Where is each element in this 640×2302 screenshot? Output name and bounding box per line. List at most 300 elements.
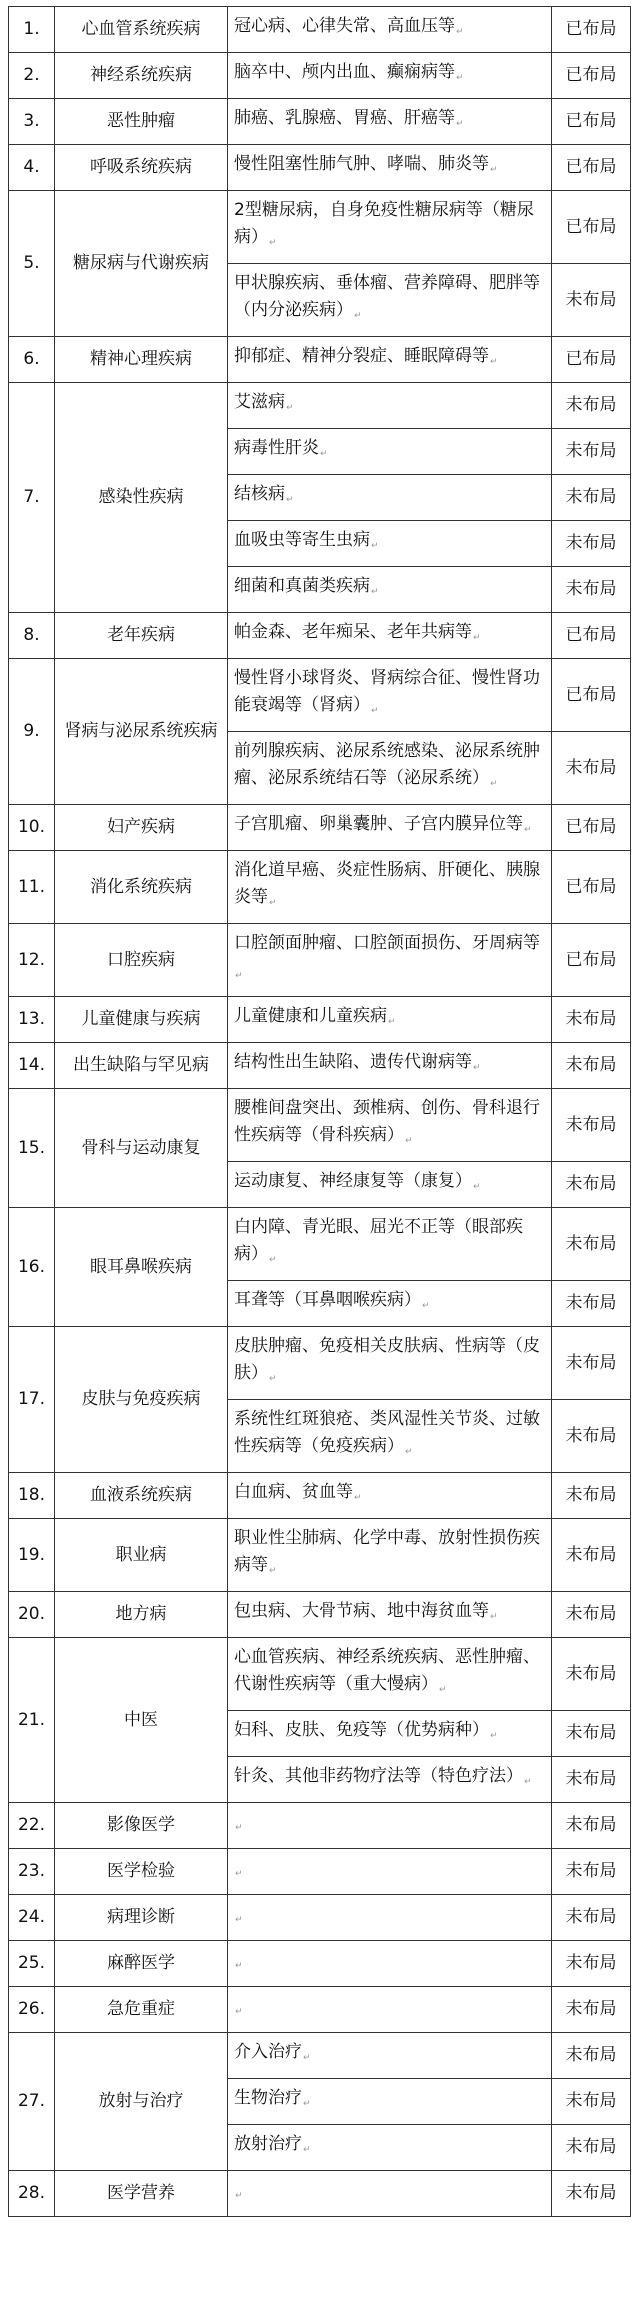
category-cell — [55, 337, 228, 383]
status-label: 未布局 — [565, 1544, 617, 1565]
detail-cell — [228, 732, 552, 805]
status-cell — [552, 732, 631, 805]
row-number-cell — [9, 1043, 55, 1089]
row-number-cell — [9, 1987, 55, 2033]
category-label: 影像医学 — [107, 1815, 175, 1835]
status-cell — [552, 7, 631, 53]
status-label: 未布局 — [565, 757, 617, 778]
row-number-cell — [9, 1208, 55, 1327]
paragraph-mark-icon: ↵ — [235, 2191, 243, 2201]
number-dot: . — [34, 111, 40, 131]
status-cell — [552, 264, 631, 337]
row-number: 27 — [17, 2091, 40, 2111]
status-label: 已布局 — [565, 684, 617, 705]
detail-text: 生物治疗 — [234, 2088, 302, 2108]
status-label: 未布局 — [565, 1055, 617, 1075]
number-dot: . — [39, 2183, 46, 2203]
status-cell — [552, 1638, 631, 1711]
paragraph-mark-icon: ↵ — [524, 1777, 532, 1787]
table-row — [9, 997, 631, 1043]
status-cell — [552, 1327, 631, 1400]
paragraph-mark-icon: ↵ — [235, 971, 243, 981]
row-number: 26 — [17, 1999, 40, 2019]
detail-cell — [228, 1803, 552, 1849]
row-number-cell — [9, 1519, 55, 1592]
status-label: 已布局 — [565, 19, 617, 39]
category-cell — [55, 1987, 228, 2033]
status-cell — [552, 1757, 631, 1803]
detail-text: 心血管疾病、神经系统疾病、恶性肿瘤、代谢性疾病等（重大慢病） — [234, 1647, 540, 1694]
status-label: 未布局 — [565, 1425, 617, 1446]
detail-cell — [228, 521, 552, 567]
paragraph-mark-icon: ↵ — [473, 633, 481, 643]
row-number: 7 — [23, 487, 35, 507]
paragraph-mark-icon: ↵ — [235, 2007, 243, 2017]
category-cell — [55, 1089, 228, 1208]
table-row — [9, 851, 631, 924]
detail-text: 前列腺疾病、泌尿系统感染、泌尿系统肿瘤、泌尿系统结石等（泌尿系统） — [234, 741, 540, 788]
detail-text: 慢性肾小球肾炎、肾病综合征、慢性肾功能衰竭等（肾病） — [234, 668, 540, 715]
category-label: 放射与治疗 — [98, 2091, 184, 2111]
row-number-cell — [9, 1803, 55, 1849]
table-row — [9, 659, 631, 732]
row-number-cell — [9, 1941, 55, 1987]
status-label: 未布局 — [565, 1907, 617, 1927]
row-number-cell — [9, 659, 55, 805]
paragraph-mark-icon: ↵ — [269, 238, 277, 248]
detail-cell — [228, 383, 552, 429]
detail-text: 针灸、其他非药物疗法等（特色疗法） — [234, 1766, 523, 1786]
status-label: 未布局 — [565, 395, 617, 415]
table-row — [9, 1592, 631, 1638]
detail-cell — [228, 1711, 552, 1757]
category-cell — [55, 924, 228, 997]
paragraph-mark-icon: ↵ — [303, 2099, 311, 2109]
category-label: 口腔疾病 — [107, 949, 175, 970]
number-dot: . — [39, 817, 46, 837]
category-label: 中医 — [124, 1709, 158, 1730]
status-cell — [552, 924, 631, 997]
detail-cell — [228, 567, 552, 613]
category-label: 医学检验 — [107, 1861, 175, 1881]
detail-cell — [228, 1849, 552, 1895]
number-dot: . — [39, 1055, 46, 1075]
detail-text: 抑郁症、精神分裂症、睡眠障碍等 — [234, 346, 489, 366]
status-cell — [552, 1208, 631, 1281]
number-dot: . — [34, 157, 40, 177]
detail-text: 耳聋等（耳鼻咽喉疾病） — [234, 1290, 421, 1310]
number-dot: . — [39, 1953, 46, 1973]
status-cell — [552, 2033, 631, 2079]
paragraph-mark-icon: ↵ — [303, 2053, 311, 2063]
row-number-cell — [9, 1592, 55, 1638]
paragraph-mark-icon: ↵ — [473, 1063, 481, 1073]
row-number: 8 — [23, 625, 35, 645]
detail-cell — [228, 1519, 552, 1592]
status-cell — [552, 997, 631, 1043]
number-dot: . — [39, 2091, 46, 2111]
category-label: 急危重症 — [107, 1999, 175, 2019]
category-cell — [55, 1519, 228, 1592]
category-cell — [55, 613, 228, 659]
detail-cell — [228, 1895, 552, 1941]
category-label: 血液系统疾病 — [90, 1485, 192, 1505]
status-cell — [552, 567, 631, 613]
status-label: 未布局 — [565, 1999, 617, 2019]
row-number-cell — [9, 613, 55, 659]
table-row — [9, 613, 631, 659]
detail-cell — [228, 1941, 552, 1987]
category-cell — [55, 383, 228, 613]
status-cell — [552, 53, 631, 99]
detail-text: 慢性阻塞性肺气肿、哮喘、肺炎等 — [234, 154, 489, 174]
table-row — [9, 1208, 631, 1281]
table-row — [9, 1638, 631, 1711]
paragraph-mark-icon: ↵ — [371, 587, 379, 597]
detail-text: 消化道早癌、炎症性肠病、肝硬化、胰腺炎等 — [234, 860, 540, 907]
row-number: 4 — [23, 157, 35, 177]
status-cell — [552, 475, 631, 521]
row-number-cell — [9, 1089, 55, 1208]
category-label: 老年疾病 — [107, 625, 175, 645]
number-dot: . — [34, 349, 40, 369]
paragraph-mark-icon: ↵ — [269, 1255, 277, 1265]
row-number: 1 — [23, 19, 35, 39]
status-label: 未布局 — [565, 2091, 617, 2111]
row-number-cell — [9, 1849, 55, 1895]
table-row — [9, 383, 631, 429]
row-number: 19 — [17, 1544, 40, 1565]
paragraph-mark-icon: ↵ — [524, 825, 532, 835]
category-cell — [55, 1638, 228, 1803]
category-label: 医学营养 — [107, 2183, 175, 2203]
detail-cell — [228, 2079, 552, 2125]
row-number-cell — [9, 383, 55, 613]
status-cell — [552, 1043, 631, 1089]
row-number-cell — [9, 1327, 55, 1473]
number-dot: . — [39, 1544, 46, 1565]
status-label: 未布局 — [565, 1815, 617, 1835]
status-cell — [552, 1400, 631, 1473]
row-number: 15 — [17, 1137, 40, 1158]
detail-cell — [228, 613, 552, 659]
detail-text: 脑卒中、颅内出血、癫痫病等 — [234, 62, 455, 82]
status-cell — [552, 1089, 631, 1162]
paragraph-mark-icon: ↵ — [490, 357, 498, 367]
row-number-cell — [9, 924, 55, 997]
category-label: 儿童健康与疾病 — [81, 1009, 201, 1029]
status-label: 未布局 — [565, 1953, 617, 1973]
detail-cell — [228, 1987, 552, 2033]
paragraph-mark-icon: ↵ — [235, 1823, 243, 1833]
row-number: 10 — [17, 817, 40, 837]
row-number-cell — [9, 53, 55, 99]
detail-text: 皮肤肿瘤、免疫相关皮肤病、性病等（皮肤） — [234, 1336, 540, 1383]
status-label: 未布局 — [565, 1604, 617, 1624]
row-number-cell — [9, 337, 55, 383]
detail-cell — [228, 1592, 552, 1638]
category-label: 感染性疾病 — [98, 487, 184, 507]
status-label: 未布局 — [565, 2137, 617, 2157]
detail-cell — [228, 1043, 552, 1089]
category-label: 精神心理疾病 — [90, 349, 192, 369]
row-number-cell — [9, 805, 55, 851]
detail-text: 白血病、贫血等 — [234, 1482, 353, 1502]
detail-text: 放射治疗 — [234, 2134, 302, 2154]
detail-text: 血吸虫等寄生虫病 — [234, 530, 370, 550]
status-cell — [552, 1281, 631, 1327]
category-cell — [55, 2033, 228, 2171]
detail-text: 儿童健康和儿童疾病 — [234, 1006, 387, 1026]
category-cell — [55, 805, 228, 851]
detail-text: 系统性红斑狼疮、类风湿性关节炎、过敏性疾病等（免疫疾病） — [234, 1409, 540, 1456]
table-row — [9, 1089, 631, 1162]
status-label: 已布局 — [565, 876, 617, 897]
paragraph-mark-icon: ↵ — [388, 1017, 396, 1027]
table-row — [9, 1803, 631, 1849]
row-number: 9 — [23, 721, 35, 741]
category-cell — [55, 1803, 228, 1849]
table-row — [9, 1987, 631, 2033]
table-row — [9, 1895, 631, 1941]
detail-text: 白内障、青光眼、屈光不正等（眼部疾病） — [234, 1217, 523, 1264]
status-label: 已布局 — [565, 949, 617, 970]
row-number: 22 — [17, 1815, 40, 1835]
paragraph-mark-icon: ↵ — [490, 165, 498, 175]
category-cell — [55, 851, 228, 924]
detail-cell — [228, 1327, 552, 1400]
detail-cell — [228, 475, 552, 521]
detail-cell — [228, 1473, 552, 1519]
paragraph-mark-icon: ↵ — [439, 1685, 447, 1695]
detail-text: 细菌和真菌类疾病 — [234, 576, 370, 596]
paragraph-mark-icon: ↵ — [456, 73, 464, 83]
disease-layout-table — [8, 6, 631, 2217]
detail-cell — [228, 2033, 552, 2079]
paragraph-mark-icon: ↵ — [490, 1612, 498, 1622]
paragraph-mark-icon: ↵ — [490, 1731, 498, 1741]
row-number-cell — [9, 99, 55, 145]
category-cell — [55, 1473, 228, 1519]
row-number: 2 — [23, 65, 35, 85]
status-cell — [552, 1803, 631, 1849]
category-label: 眼耳鼻喉疾病 — [90, 1256, 192, 1277]
paragraph-mark-icon: ↵ — [235, 1869, 243, 1879]
status-label: 未布局 — [565, 579, 617, 599]
detail-cell — [228, 1208, 552, 1281]
number-dot: . — [39, 1815, 46, 1835]
detail-cell — [228, 7, 552, 53]
row-number: 18 — [17, 1485, 40, 1505]
status-cell — [552, 1519, 631, 1592]
status-label: 未布局 — [565, 533, 617, 553]
row-number-cell — [9, 7, 55, 53]
category-label: 出生缺陷与罕见病 — [73, 1055, 209, 1075]
paragraph-mark-icon: ↵ — [371, 541, 379, 551]
detail-text: 结核病 — [234, 484, 285, 504]
detail-text: 结构性出生缺陷、遗传代谢病等 — [234, 1052, 472, 1072]
category-cell — [55, 1208, 228, 1327]
category-label: 糖尿病与代谢疾病 — [73, 253, 209, 273]
row-number: 13 — [17, 1009, 40, 1029]
category-label: 麻醉医学 — [107, 1953, 175, 1973]
paragraph-mark-icon: ↵ — [371, 706, 379, 716]
detail-cell — [228, 1089, 552, 1162]
detail-cell — [228, 659, 552, 732]
table-row — [9, 805, 631, 851]
number-dot: . — [39, 1709, 46, 1730]
status-label: 未布局 — [565, 2045, 617, 2065]
table-row — [9, 1473, 631, 1519]
number-dot: . — [39, 1485, 46, 1505]
row-number: 20 — [17, 1604, 40, 1624]
paragraph-mark-icon: ↵ — [354, 311, 362, 321]
row-number-cell — [9, 1638, 55, 1803]
category-cell — [55, 997, 228, 1043]
table-row — [9, 924, 631, 997]
number-dot: . — [39, 1137, 46, 1158]
status-label: 未布局 — [565, 1174, 617, 1194]
status-cell — [552, 2171, 631, 2217]
category-cell — [55, 53, 228, 99]
row-number-cell — [9, 1895, 55, 1941]
number-dot: . — [34, 721, 40, 741]
detail-text: 艾滋病 — [234, 392, 285, 412]
detail-text: 腰椎间盘突出、颈椎病、创伤、骨科退行性疾病等（骨科疾病） — [234, 1098, 540, 1145]
category-cell — [55, 191, 228, 337]
table-row — [9, 1043, 631, 1089]
status-cell — [552, 659, 631, 732]
number-dot: . — [39, 1861, 46, 1881]
category-label: 肾病与泌尿系统疾病 — [64, 721, 218, 741]
row-number-cell — [9, 851, 55, 924]
table-row — [9, 53, 631, 99]
paragraph-mark-icon: ↵ — [456, 27, 464, 37]
category-label: 皮肤与免疫疾病 — [81, 1389, 201, 1409]
detail-text: 妇科、皮肤、免疫等（优势病种） — [234, 1720, 489, 1740]
status-cell — [552, 613, 631, 659]
status-label: 未布局 — [565, 1663, 617, 1684]
paragraph-mark-icon: ↵ — [320, 449, 328, 459]
status-label: 未布局 — [565, 1485, 617, 1505]
detail-text: 职业性尘肺病、化学中毒、放射性损伤疾病等 — [234, 1528, 540, 1575]
status-cell — [552, 1711, 631, 1757]
row-number: 28 — [17, 2183, 40, 2203]
table-row — [9, 1849, 631, 1895]
status-cell — [552, 851, 631, 924]
row-number-cell — [9, 145, 55, 191]
status-cell — [552, 99, 631, 145]
paragraph-mark-icon: ↵ — [405, 1447, 413, 1457]
row-number: 14 — [17, 1055, 40, 1075]
number-dot: . — [39, 1999, 46, 2019]
detail-cell — [228, 99, 552, 145]
row-number: 6 — [23, 349, 35, 369]
status-label: 未布局 — [565, 487, 617, 507]
paragraph-mark-icon: ↵ — [490, 779, 498, 789]
detail-cell — [228, 1757, 552, 1803]
detail-cell — [228, 53, 552, 99]
row-number: 25 — [17, 1953, 40, 1973]
number-dot: . — [39, 949, 46, 970]
row-number: 24 — [17, 1907, 40, 1927]
paragraph-mark-icon: ↵ — [269, 898, 277, 908]
paragraph-mark-icon: ↵ — [456, 119, 464, 129]
row-number-cell — [9, 1473, 55, 1519]
number-dot: . — [39, 1256, 46, 1277]
category-cell — [55, 2171, 228, 2217]
status-label: 已布局 — [565, 349, 617, 369]
row-number-cell — [9, 191, 55, 337]
category-cell — [55, 1941, 228, 1987]
paragraph-mark-icon: ↵ — [303, 2145, 311, 2155]
category-label: 病理诊断 — [107, 1907, 175, 1927]
category-label: 心血管系统疾病 — [81, 19, 201, 39]
status-cell — [552, 1849, 631, 1895]
detail-cell — [228, 997, 552, 1043]
status-label: 已布局 — [565, 625, 617, 645]
status-label: 已布局 — [565, 216, 617, 237]
category-label: 地方病 — [115, 1604, 167, 1624]
category-cell — [55, 1592, 228, 1638]
paragraph-mark-icon: ↵ — [286, 403, 294, 413]
row-number-cell — [9, 2033, 55, 2171]
status-cell — [552, 383, 631, 429]
detail-cell — [228, 2171, 552, 2217]
status-label: 未布局 — [565, 1233, 617, 1254]
detail-text: 甲状腺疾病、垂体瘤、营养障碍、肥胖等（内分泌疾病） — [234, 273, 540, 320]
number-dot: . — [39, 876, 46, 897]
status-cell — [552, 429, 631, 475]
number-dot: . — [39, 1604, 46, 1624]
category-cell — [55, 659, 228, 805]
row-number: 5 — [23, 253, 35, 273]
table-row — [9, 2171, 631, 2217]
category-label: 呼吸系统疾病 — [90, 157, 192, 177]
row-number: 21 — [17, 1709, 40, 1730]
status-label: 未布局 — [565, 1009, 617, 1029]
detail-cell — [228, 2125, 552, 2171]
number-dot: . — [34, 65, 40, 85]
category-cell — [55, 1895, 228, 1941]
status-label: 未布局 — [565, 1114, 617, 1135]
table-body — [9, 7, 631, 2217]
paragraph-mark-icon: ↵ — [235, 1915, 243, 1925]
category-cell — [55, 7, 228, 53]
status-cell — [552, 2125, 631, 2171]
paragraph-mark-icon: ↵ — [405, 1136, 413, 1146]
number-dot: . — [34, 625, 40, 645]
number-dot: . — [39, 1907, 46, 1927]
table-row — [9, 1519, 631, 1592]
detail-text: 2型糖尿病，自身免疫性糖尿病等（糖尿病） — [234, 200, 534, 247]
paragraph-mark-icon: ↵ — [473, 1182, 481, 1192]
status-cell — [552, 805, 631, 851]
detail-cell — [228, 1162, 552, 1208]
table-row — [9, 145, 631, 191]
row-number: 12 — [17, 949, 40, 970]
paragraph-mark-icon: ↵ — [235, 1961, 243, 1971]
status-cell — [552, 191, 631, 264]
row-number-cell — [9, 2171, 55, 2217]
category-label: 恶性肿瘤 — [107, 111, 175, 131]
category-cell — [55, 99, 228, 145]
paragraph-mark-icon: ↵ — [286, 495, 294, 505]
detail-cell — [228, 924, 552, 997]
detail-text: 病毒性肝炎 — [234, 438, 319, 458]
row-number-cell — [9, 997, 55, 1043]
disease-table-container — [8, 6, 630, 2217]
